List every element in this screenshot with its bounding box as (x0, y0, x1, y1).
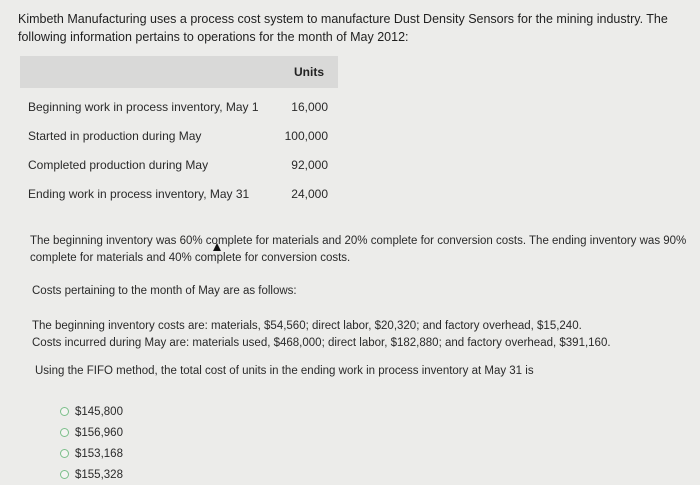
answer-option[interactable] (60, 464, 123, 485)
radio-button-icon[interactable] (60, 407, 69, 416)
row-value: 100,000 (284, 129, 328, 143)
table-row (20, 179, 338, 208)
units-table (20, 56, 338, 208)
answer-label: $145,800 (75, 405, 123, 418)
answer-option[interactable] (60, 443, 123, 464)
answer-label: $156,960 (75, 426, 123, 439)
problem-intro: Kimbeth Manufacturing uses a process cost system to manufacture Dust Density Sensors for the mining industry. The following information pertains to operations for the month of May 2012: (18, 12, 668, 44)
mouse-cursor-icon (213, 243, 221, 251)
table-row (20, 121, 338, 150)
costs-paragraph (32, 318, 692, 352)
answer-option[interactable] (60, 401, 123, 422)
answer-options (60, 401, 123, 485)
units-column-header: Units (294, 65, 324, 79)
table-row (20, 92, 338, 121)
radio-button-icon[interactable] (60, 428, 69, 437)
completion-paragraph: The beginning inventory was 60% complete for materials and 20% complete for conversion costs. The ending inventory was 90% complete for materials and 40% complete for conversion costs. (30, 235, 687, 264)
row-value: 24,000 (291, 187, 328, 201)
table-row (20, 150, 338, 179)
radio-button-icon[interactable] (60, 449, 69, 458)
beginning-costs-line: The beginning inventory costs are: materials, $54,560; direct labor, $20,320; and factory overhead, $15,240. (32, 320, 582, 332)
question-text: Using the FIFO method, the total cost of units in the ending work in process inventory at May 31 is (35, 365, 534, 377)
row-label: Started in production during May (28, 129, 202, 143)
row-label: Ending work in process inventory, May 31 (28, 187, 250, 201)
row-label: Completed production during May (28, 158, 209, 172)
costs-heading: Costs pertaining to the month of May are as follows: (32, 285, 297, 297)
row-value: 92,000 (291, 158, 328, 172)
units-table-header (20, 56, 338, 88)
row-label: Beginning work in process inventory, May 1 (28, 100, 259, 114)
answer-label: $155,328 (75, 468, 123, 481)
answer-option[interactable] (60, 422, 123, 443)
answer-label: $153,168 (75, 447, 123, 460)
row-value: 16,000 (291, 100, 328, 114)
radio-button-icon[interactable] (60, 470, 69, 479)
incurred-costs-line: Costs incurred during May are: materials used, $468,000; direct labor, $182,880; and factory overhead, $391,160. (32, 337, 611, 349)
